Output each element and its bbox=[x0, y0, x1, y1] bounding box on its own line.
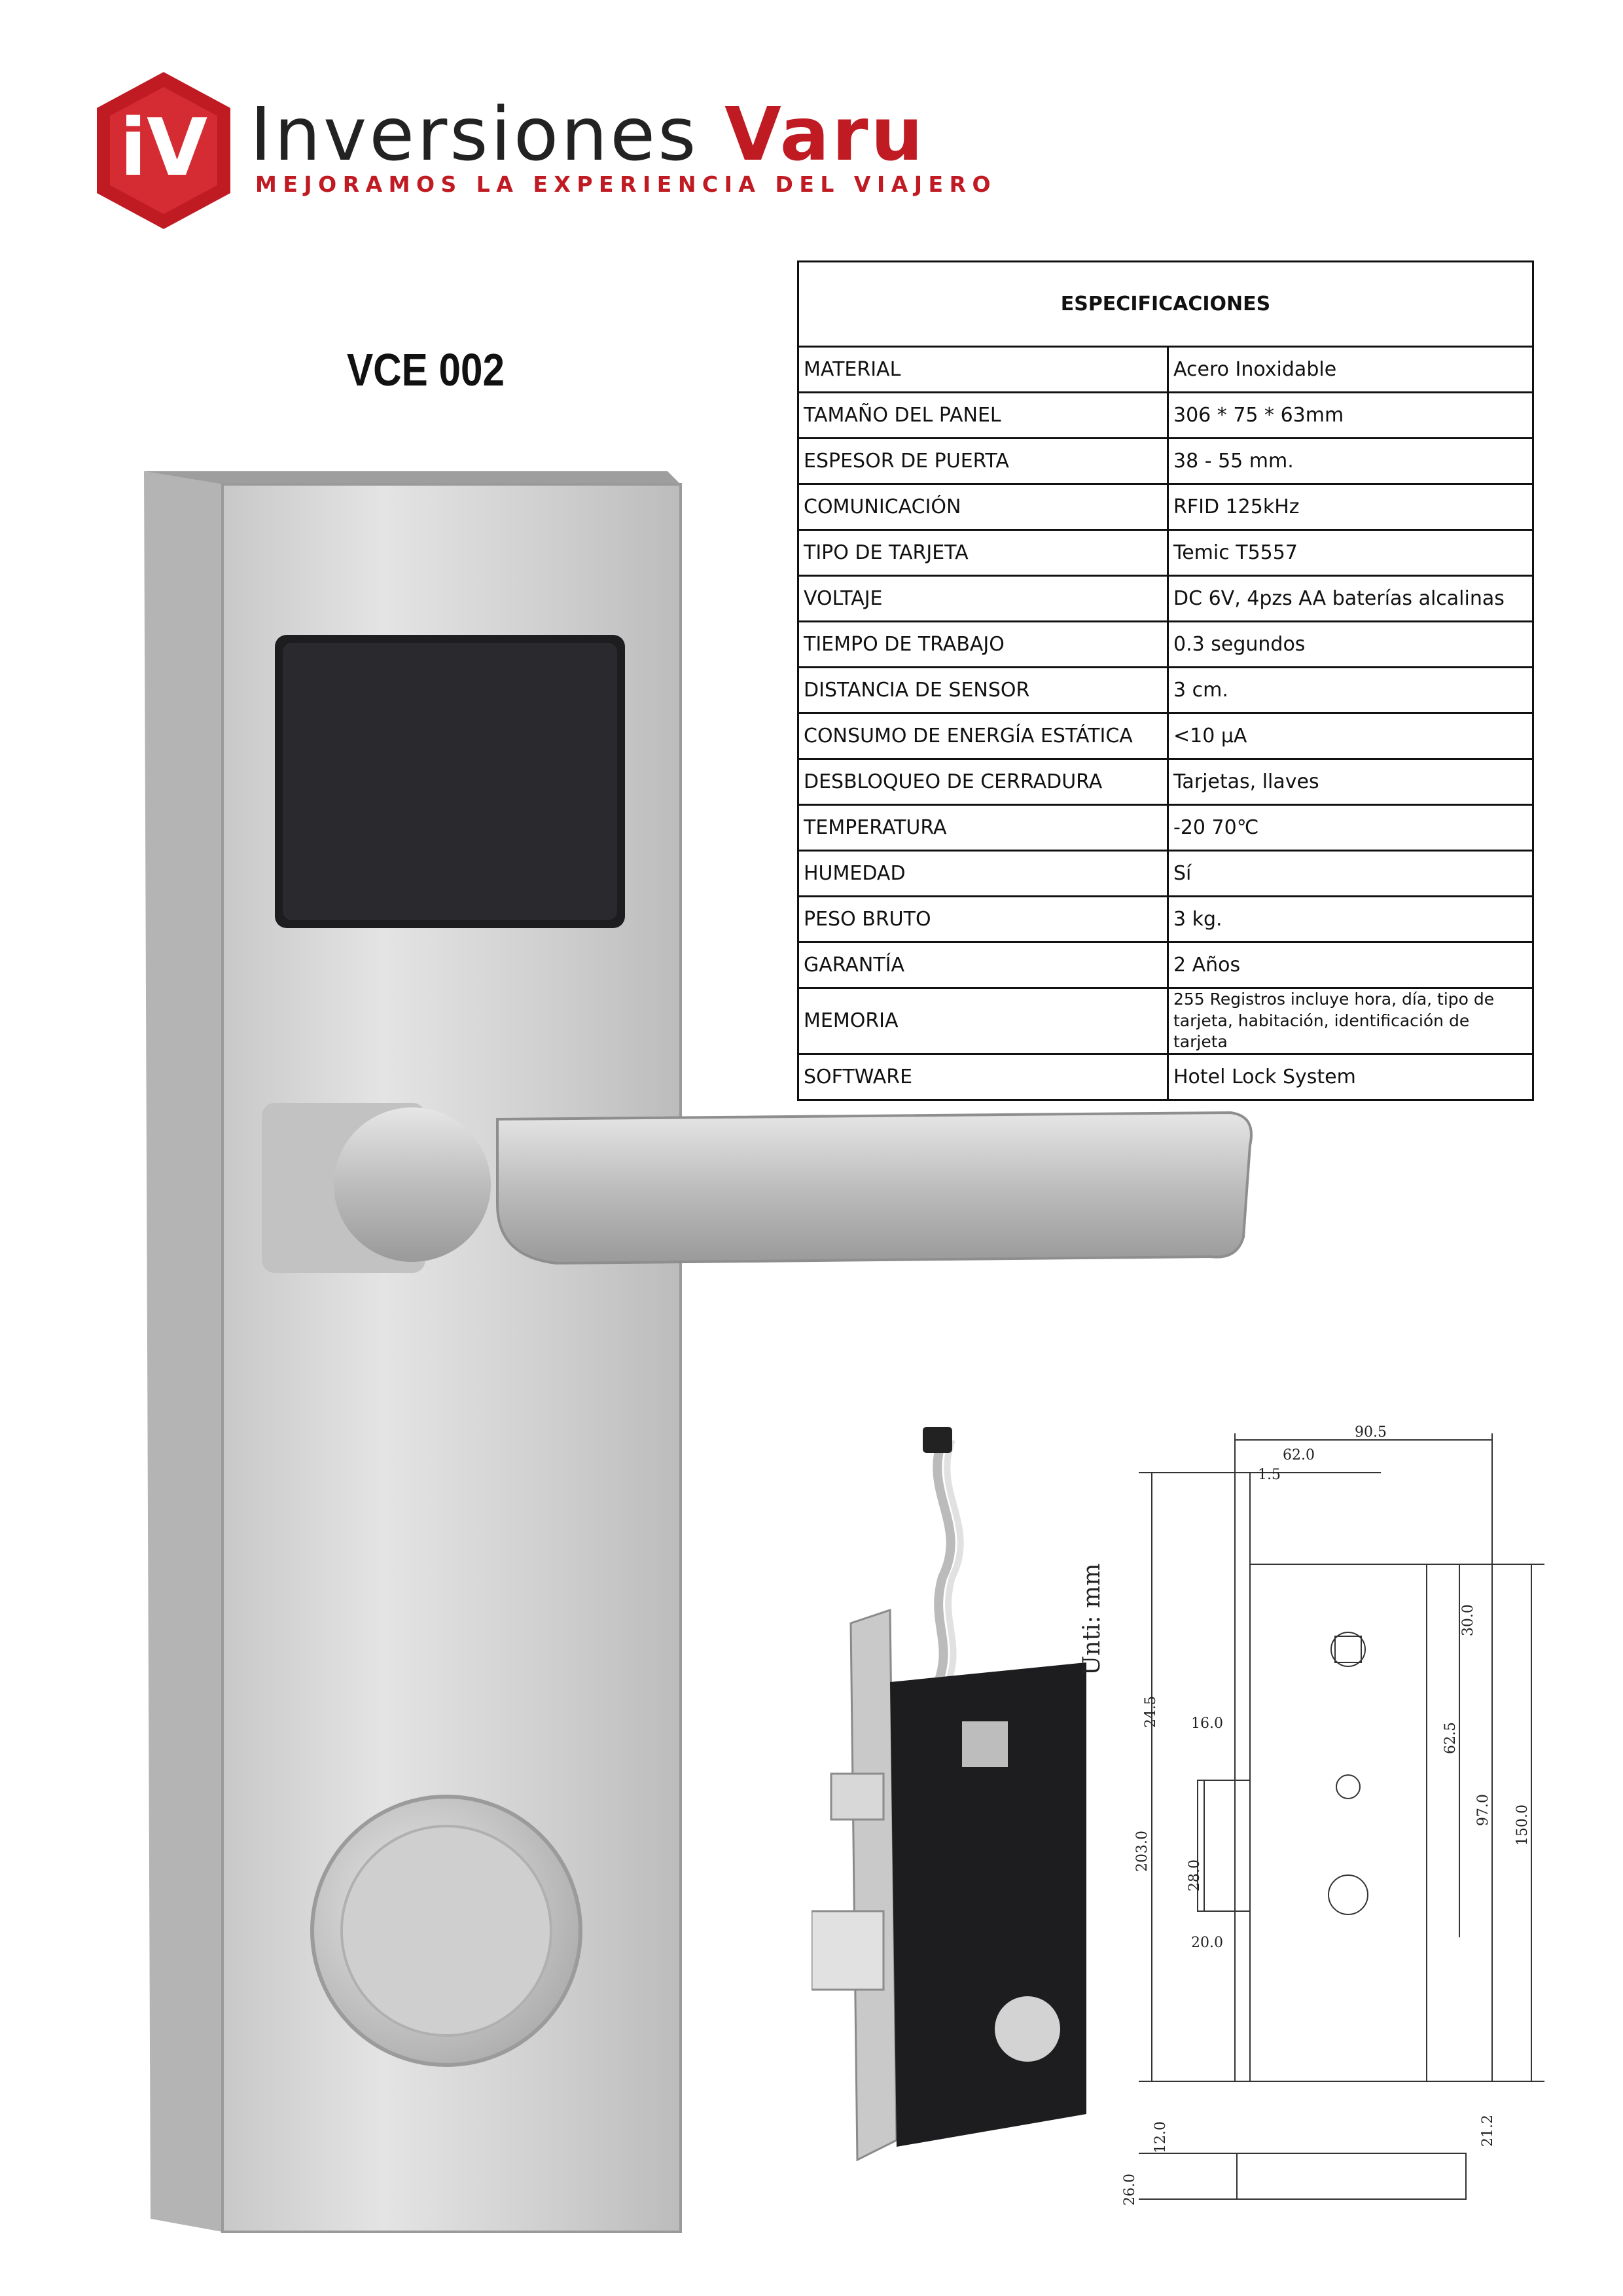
spec-label: PESO BRUTO bbox=[798, 897, 1168, 942]
spec-row bbox=[798, 439, 1533, 484]
dim-16-0: 16.0 bbox=[1191, 1715, 1223, 1732]
spec-row bbox=[798, 668, 1533, 713]
brand-tagline: MEJORAMOS LA EXPERIENCIA DEL VIAJERO bbox=[255, 171, 997, 197]
dim-62-0: 62.0 bbox=[1283, 1447, 1315, 1463]
spec-label: ESPESOR DE PUERTA bbox=[798, 439, 1168, 484]
spec-row bbox=[798, 576, 1533, 622]
spec-value: 306 * 75 * 63mm bbox=[1168, 393, 1533, 439]
spec-label: TAMAÑO DEL PANEL bbox=[798, 393, 1168, 439]
spec-value: 2 Años bbox=[1168, 942, 1533, 988]
dim-30-0: 30.0 bbox=[1460, 1604, 1476, 1636]
spec-value: -20 70℃ bbox=[1168, 805, 1533, 851]
spec-row bbox=[798, 484, 1533, 530]
technical-drawing bbox=[1073, 1414, 1558, 2251]
spec-table-body bbox=[798, 347, 1533, 1100]
spec-row bbox=[798, 942, 1533, 988]
spec-row bbox=[798, 759, 1533, 805]
brand-name-first: Inversiones bbox=[250, 92, 699, 177]
spec-row bbox=[798, 897, 1533, 942]
brand-name-second: Varu bbox=[724, 92, 926, 177]
spec-value: Temic T5557 bbox=[1168, 530, 1533, 576]
dim-150-0: 150.0 bbox=[1514, 1804, 1531, 1846]
spec-label: DISTANCIA DE SENSOR bbox=[798, 668, 1168, 713]
dim-97-0: 97.0 bbox=[1475, 1794, 1491, 1826]
spec-label: MEMORIA bbox=[798, 988, 1168, 1054]
spec-label: GARANTÍA bbox=[798, 942, 1168, 988]
spec-label: VOLTAJE bbox=[798, 576, 1168, 622]
spec-row bbox=[798, 347, 1533, 393]
spec-row bbox=[798, 988, 1533, 1054]
brand-name bbox=[250, 92, 926, 177]
dim-26-0: 26.0 bbox=[1122, 2174, 1138, 2206]
spec-value: Tarjetas, llaves bbox=[1168, 759, 1533, 805]
spec-table bbox=[797, 260, 1534, 1101]
spec-label: DESBLOQUEO DE CERRADURA bbox=[798, 759, 1168, 805]
spec-row bbox=[798, 713, 1533, 759]
spec-label: TEMPERATURA bbox=[798, 805, 1168, 851]
spec-label: SOFTWARE bbox=[798, 1054, 1168, 1100]
dim-21-2: 21.2 bbox=[1480, 2115, 1496, 2147]
spec-value: 0.3 segundos bbox=[1168, 622, 1533, 668]
spec-value: 3 cm. bbox=[1168, 668, 1533, 713]
dim-28-0: 28.0 bbox=[1186, 1859, 1203, 1892]
spec-label: COMUNICACIÓN bbox=[798, 484, 1168, 530]
dim-24-5: 24.5 bbox=[1143, 1696, 1159, 1728]
spec-value: Hotel Lock System bbox=[1168, 1054, 1533, 1100]
spec-row bbox=[798, 622, 1533, 668]
spec-row bbox=[798, 805, 1533, 851]
spec-value: <10 μA bbox=[1168, 713, 1533, 759]
spec-value: Sí bbox=[1168, 851, 1533, 897]
spec-label: TIEMPO DE TRABAJO bbox=[798, 622, 1168, 668]
spec-label: MATERIAL bbox=[798, 347, 1168, 393]
spec-label: HUMEDAD bbox=[798, 851, 1168, 897]
model-title: VCE 002 bbox=[347, 344, 505, 395]
spec-row bbox=[798, 530, 1533, 576]
spec-table-title: ESPECIFICACIONES bbox=[798, 262, 1533, 347]
spec-row bbox=[798, 851, 1533, 897]
dim-90-5: 90.5 bbox=[1355, 1424, 1387, 1441]
spec-label: CONSUMO DE ENERGÍA ESTÁTICA bbox=[798, 713, 1168, 759]
spec-value: 38 - 55 mm. bbox=[1168, 439, 1533, 484]
spec-row bbox=[798, 393, 1533, 439]
spec-value: Acero Inoxidable bbox=[1168, 347, 1533, 393]
dim-1-5: 1.5 bbox=[1258, 1467, 1281, 1483]
spec-value: 255 Registros incluye hora, día, tipo de tarjeta, habitación, identificación de tarjeta bbox=[1168, 988, 1533, 1054]
brand-logo bbox=[92, 69, 236, 232]
spec-value: DC 6V, 4pzs AA baterías alcalinas bbox=[1168, 576, 1533, 622]
logo-letters: iV bbox=[119, 103, 208, 194]
unit-label: Unti: mm bbox=[1079, 1563, 1105, 1676]
spec-label: TIPO DE TARJETA bbox=[798, 530, 1168, 576]
dim-12-0: 12.0 bbox=[1152, 2121, 1169, 2153]
dim-62-5: 62.5 bbox=[1442, 1722, 1459, 1754]
spec-value: 3 kg. bbox=[1168, 897, 1533, 942]
dim-203-0: 203.0 bbox=[1134, 1831, 1150, 1872]
spec-row bbox=[798, 1054, 1533, 1100]
spec-value: RFID 125kHz bbox=[1168, 484, 1533, 530]
dim-20-0: 20.0 bbox=[1191, 1935, 1223, 1951]
